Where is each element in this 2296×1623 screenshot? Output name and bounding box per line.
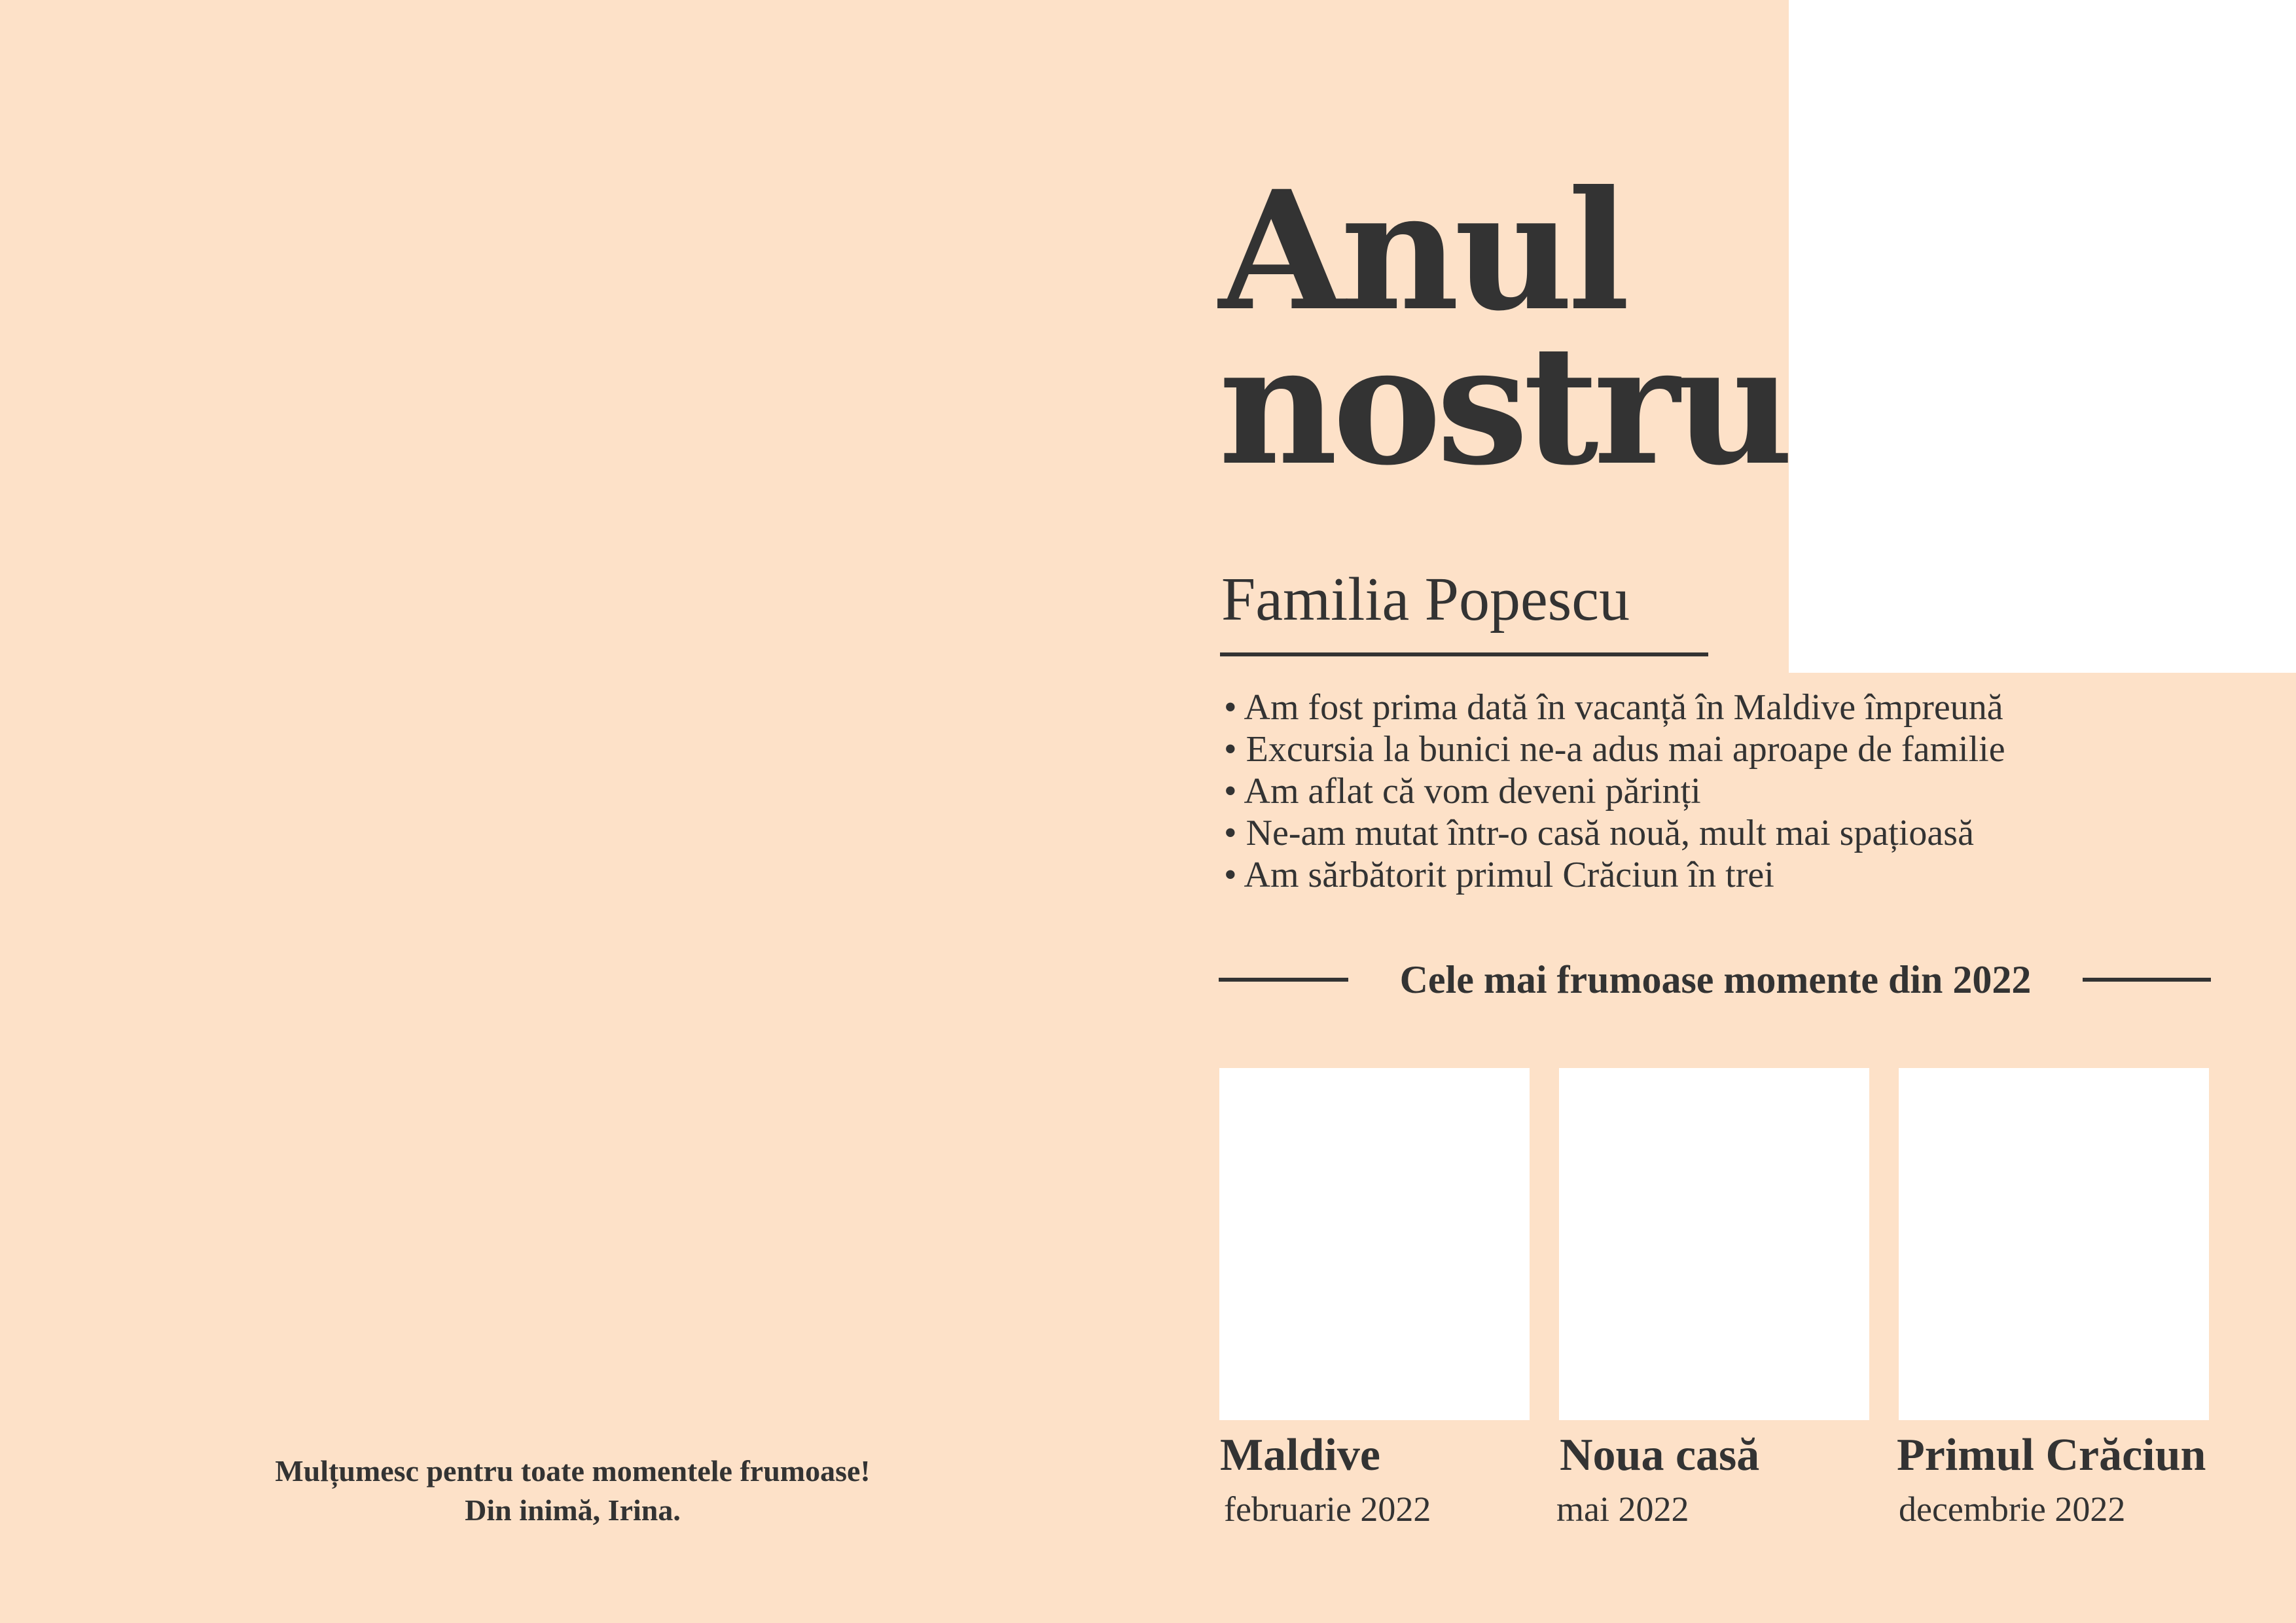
section-title: Cele mai frumoase momente din 2022 [1399, 958, 2032, 1001]
moment-date: februarie 2022 [1224, 1489, 1431, 1529]
highlight-item: • Am fost prima dată în vacanță în Maldive împreună [1224, 687, 2003, 728]
thank-you-note [203, 1452, 942, 1530]
title-line-1: Anul [1219, 154, 1625, 347]
family-name-underline [1220, 652, 1708, 656]
moment-photo-placeholder [1559, 1068, 1869, 1420]
moment-title: Primul Crăciun [1897, 1430, 2206, 1480]
section-divider-left [1219, 978, 1348, 982]
page-title [1219, 154, 1789, 501]
family-name: Familia Popescu [1221, 565, 1630, 633]
highlight-item: • Ne-am mutat într-o casă nouă, mult mai spațioasă [1224, 813, 1974, 853]
title-line-2: nostru [1219, 309, 1789, 501]
signature-line: Din inimă, Irina. [465, 1493, 681, 1527]
thank-you-line: Mulțumesc pentru toate momentele frumoase! [275, 1454, 870, 1488]
moment-photo-placeholder [1219, 1068, 1530, 1420]
moment-photo-placeholder [1899, 1068, 2209, 1420]
highlight-item: • Am aflat că vom deveni părinți [1224, 771, 1701, 812]
moment-date: mai 2022 [1556, 1489, 1689, 1529]
cover-photo-placeholder [1789, 0, 2296, 673]
moment-title: Noua casă [1560, 1430, 1760, 1480]
section-divider-right [2083, 978, 2211, 982]
highlights-list [1224, 687, 2005, 896]
moment-date: decembrie 2022 [1899, 1489, 2126, 1529]
moment-title: Maldive [1220, 1430, 1380, 1480]
highlight-item: • Excursia la bunici ne-a adus mai aproape de familie [1224, 729, 2005, 770]
highlight-item: • Am sărbătorit primul Crăciun în trei [1224, 855, 1774, 895]
